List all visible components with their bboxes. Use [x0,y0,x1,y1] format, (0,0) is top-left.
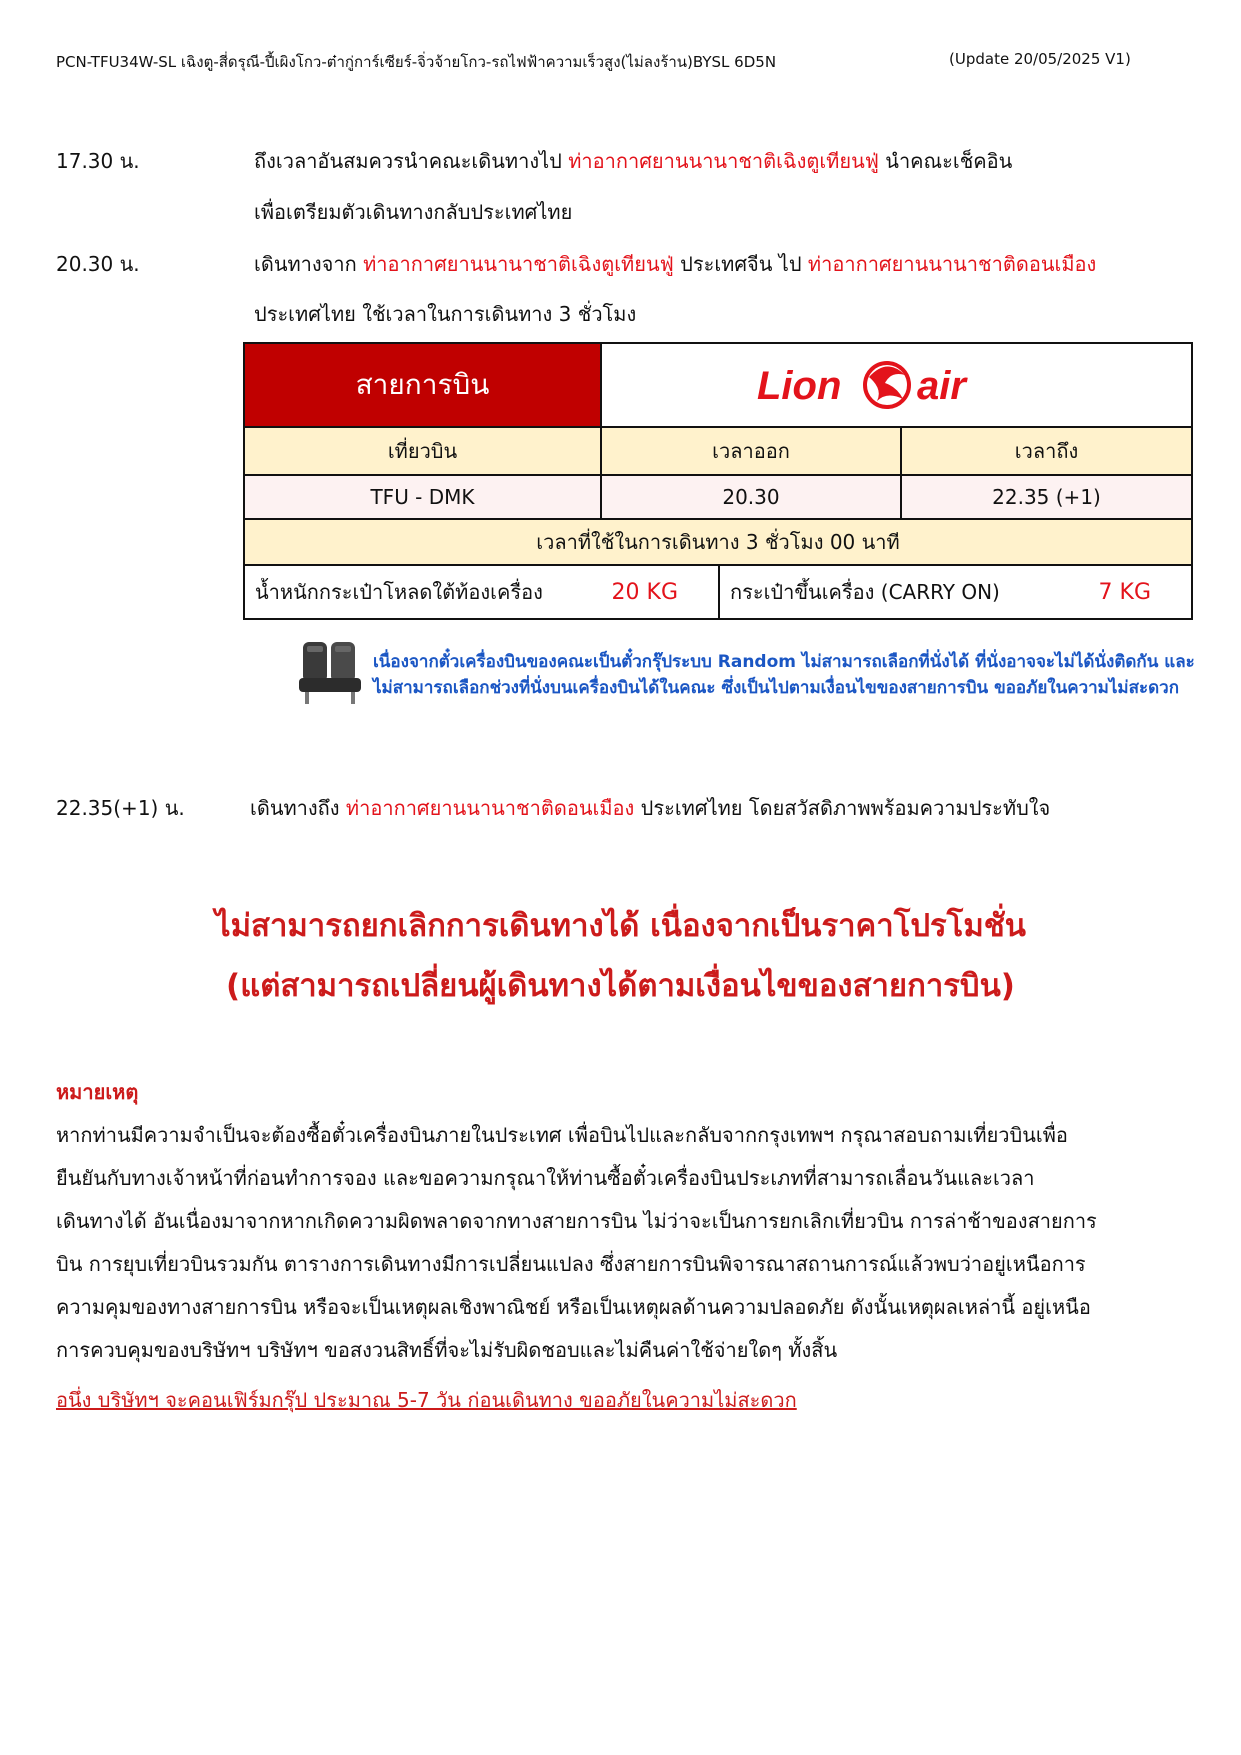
checked-baggage [245,566,720,618]
checked-baggage-label: น้ำหนักกระเป๋าโหลดใต้ท้องเครื่อง [255,580,543,604]
flight-route: TFU - DMK [245,476,602,518]
carry-on-baggage [720,566,1191,618]
seat-notice-line2: ไม่สามารถเลือกช่วงที่นั่งบนเครื่องบินได้ในคณะ ซึ่งเป็นไปตามเงื่อนไขของสายการบิน ขออภัยในความไม่สะดวก [373,678,1180,698]
remark-line: บิน การยุบเที่ยวบินรวมกัน ตารางการเดินทางมีการเปลี่ยนแปลง ซึ่งสายการบินพิจารณาสถานการณ์แล้วพบว่าอยู่เหนือการ [56,1252,1086,1276]
lion-air-logo [602,344,1191,426]
time-2030: 20.30 น. [56,252,140,276]
remark-line: หากท่านมีความจำเป็นจะต้องซื้อตั๋วเครื่องบินภายในประเทศ เพื่อบินไปและกลับจากกรุงเทพฯ กรุณาสอบถามเที่ยวบินเพื่อ [56,1123,1068,1147]
col-depart-header: เวลาออก [602,428,902,474]
seat-notice-banner [295,636,1195,708]
update-date: (Update 20/05/2025 V1) [949,50,1131,68]
airplane-seat-icon [295,638,375,706]
depart-time: 20.30 [602,476,902,518]
seat-notice-line1: เนื่องจากตั๋วเครื่องบินของคณะเป็นตั๋วกรุ๊ประบบ Random ไม่สามารถเลือกที่นั่งได้ ที่นั่งอาจจะไม่ได้นั่งติดกัน และ [373,652,1195,672]
flight-table [243,342,1193,620]
airport-tianfu: ท่าอากาศยานนานาชาติเฉิงตูเทียนฟู่ [568,149,879,173]
svg-text:Lion: Lion [756,364,841,408]
itinerary-1730-line1: ถึงเวลาอันสมควรนำคณะเดินทางไป ท่าอากาศยานนานาชาติเฉิงตูเทียนฟู่ นำคณะเช็คอิน [254,149,1013,173]
carry-on-weight: 7 KG [1098,579,1151,605]
itinerary-2030-line2: ประเทศไทย ใช้เวลาในการเดินทาง 3 ชั่วโมง [254,302,637,326]
cancellation-notice-line1: ไม่สามารถยกเลิกการเดินทางได้ เนื่องจากเป็นราคาโปรโมชั่น [215,908,1026,944]
remark-line: การควบคุมของบริษัทฯ บริษัทฯ ขอสงวนสิทธิ์ที่จะไม่รับผิดชอบและไม่คืนค่าใช้จ่ายใดๆ ทั้งสิ้น [56,1338,838,1362]
col-flight-header: เที่ยวบิน [245,428,602,474]
remark-line: ยืนยันกับทางเจ้าหน้าที่ก่อนทำการจอง และขอความกรุณาให้ท่านซื้อตั๋วเครื่องบินประเภทที่สามารถเลื่อนวันและเวลา [56,1166,1035,1190]
arrive-time: 22.35 (+1) [992,485,1101,509]
document-header [56,50,1156,74]
remark-title: หมายเหตุ [56,1080,139,1104]
carry-on-label: กระเป๋าขึ้นเครื่อง (CARRY ON) [730,580,1000,604]
group-confirm-footnote: อนึ่ง บริษัทฯ จะคอนเฟิร์มกรุ๊ป ประมาณ 5-7 วัน ก่อนเดินทาง ขออภัยในความไม่สะดวก [56,1388,797,1412]
airline-label: สายการบิน [245,344,602,426]
checked-baggage-weight: 20 KG [611,579,678,605]
airport-tianfu: ท่าอากาศยานนานาชาติเฉิงตูเทียนฟู่ [363,252,674,276]
itinerary-1730-line2: เพื่อเตรียมตัวเดินทางกลับประเทศไทย [254,200,573,224]
airport-donmueang: ท่าอากาศยานนานาชาติดอนเมือง [345,796,635,820]
lion-head-icon [865,363,909,407]
time-1730: 17.30 น. [56,149,140,173]
cancellation-notice-line2: (แต่สามารถเปลี่ยนผู้เดินทางได้ตามเงื่อนไขของสายการบิน) [226,968,1015,1004]
svg-text:air: air [916,364,966,408]
flight-duration: เวลาที่ใช้ในการเดินทาง 3 ชั่วโมง 00 นาที [536,530,900,554]
col-arrive-header: เวลาถึง [1014,439,1079,463]
itinerary-2235-line: เดินทางถึง ท่าอากาศยานนานาชาติดอนเมือง ประเทศไทย โดยสวัสดิภาพพร้อมความประทับใจ [250,796,1051,820]
tour-code: PCN-TFU34W-SL เฉิงตู-สี่ดรุณี-ปี้เผิงโกว-ต๋ากู่การ์เซียร์-จิ่วจ้ายโกว-รถไฟฟ้าความเร็วสูง(ไม่ลงร้าน)BYSL 6D5N [56,53,777,71]
remark-line: ความคุมของทางสายการบิน หรือจะเป็นเหตุผลเชิงพาณิชย์ หรือเป็นเหตุผลด้านความปลอดภัย ดังนั้นเหตุผลเหล่านี้ อยู่เหนือ [56,1295,1091,1319]
airport-donmueang: ท่าอากาศยานนานาชาติดอนเมือง [807,252,1097,276]
time-2235: 22.35(+1) น. [56,796,185,820]
remark-line: เดินทางได้ อันเนื่องมาจากหากเกิดความผิดพลาดจากทางสายการบิน ไม่ว่าจะเป็นการยกเลิกเที่ยวบิน การล่าช้าของสายการ [56,1209,1097,1233]
itinerary-2030-line1: เดินทางจาก ท่าอากาศยานนานาชาติเฉิงตูเทียนฟู่ ประเทศจีน ไป ท่าอากาศยานนานาชาติดอนเมือง [254,252,1097,276]
remark-paragraph [56,1114,1166,1372]
lion-air-logo-graphic [757,355,1037,415]
